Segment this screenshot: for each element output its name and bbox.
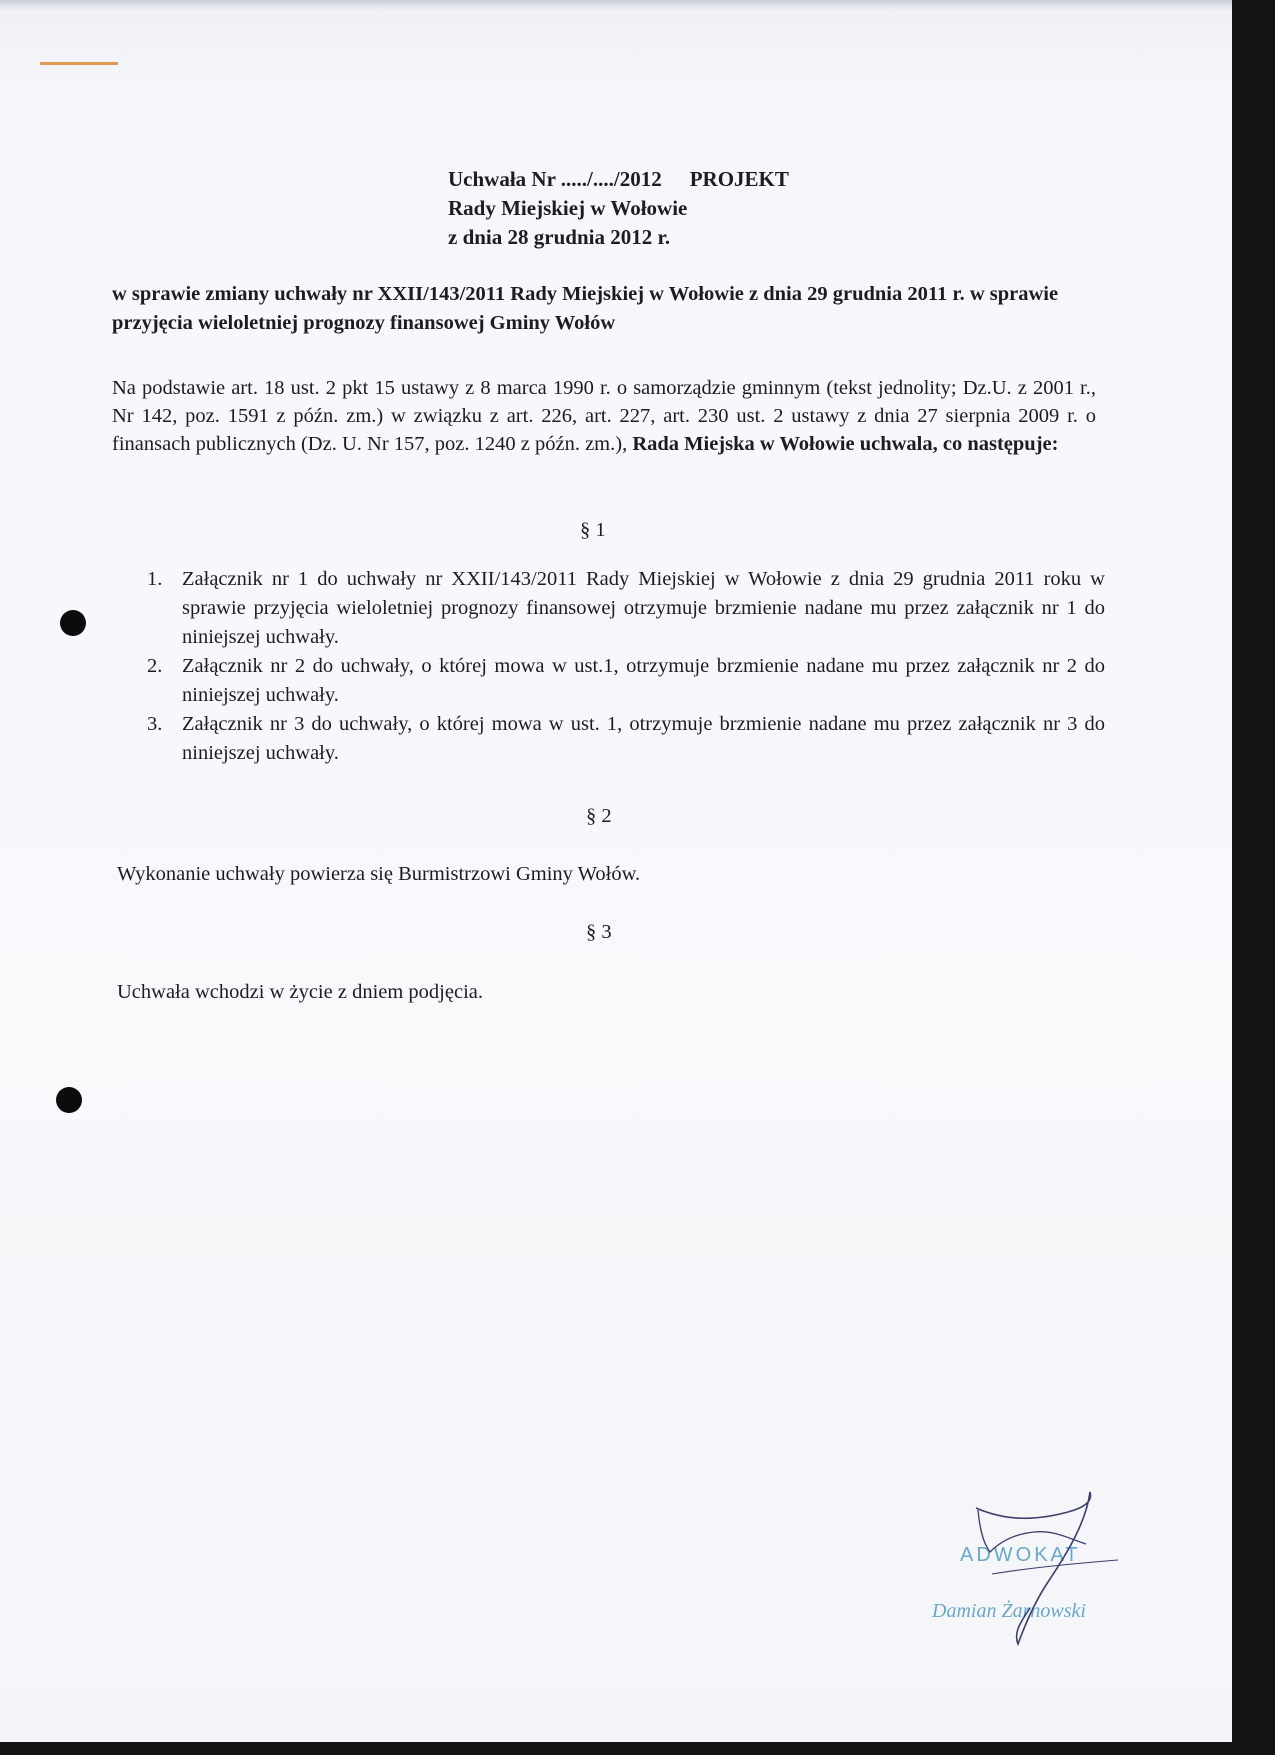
- resolution-number: Uchwała Nr ...../..../2012: [448, 167, 662, 191]
- section-3-text: Uchwała wchodzi w życie z dniem podjęcia.: [117, 981, 483, 1003]
- list-item-number: 1.: [147, 568, 163, 590]
- list-item: [147, 710, 1105, 768]
- resolution-header: [448, 165, 789, 252]
- punch-hole-bottom: [56, 1087, 82, 1113]
- scan-shadow: [0, 0, 1232, 10]
- marker-stroke: [40, 62, 118, 65]
- legal-basis-bold: Rada Miejska w Wołowie uchwala, co następuje:: [632, 433, 1059, 455]
- list-item-text: Załącznik nr 3 do uchwały, o której mowa w ust. 1, otrzymuje brzmienie nadane mu przez załącznik nr 3 do niniejszej uchwały.: [182, 713, 1105, 764]
- section-1-list: [147, 565, 1105, 768]
- punch-hole-top: [60, 610, 86, 636]
- resolution-date: z dnia 28 grudnia 2012 r.: [448, 225, 671, 249]
- stamp-name: Damian Żarnowski: [932, 1600, 1086, 1622]
- council-name: Rady Miejskiej w Wołowie: [448, 196, 688, 220]
- lawyer-stamp: [918, 1482, 1168, 1652]
- legal-basis-text: Na podstawie art. 18 ust. 2 pkt 15 ustawy z 8 marca 1990 r. o samorządzie gminnym (tekst jednolity; Dz.U. z 2001 r., Nr 142, poz. 1591 z późn. zm.) w związku z art. 226, art. 227, art. 230 ust. 2 ustawy z dnia 27 sierpnia 2009 r. o finansach publicznych (Dz. U. Nr 157, poz. 1240 z późn. zm.),: [112, 377, 1096, 455]
- resolution-subject: w sprawie zmiany uchwały nr XXII/143/2011 Rady Miejskiej w Wołowie z dnia 29 grudnia 2011 r. w sprawie przyjęcia wieloletniej prognozy finansowej Gminy Wołów: [112, 283, 1059, 334]
- section-3-heading: § 3: [586, 921, 612, 943]
- draft-label: PROJEKT: [689, 167, 789, 191]
- list-item-text: Załącznik nr 2 do uchwały, o której mowa w ust.1, otrzymuje brzmienie nadane mu przez załącznik nr 2 do niniejszej uchwały.: [182, 655, 1105, 706]
- list-item: [147, 565, 1105, 652]
- list-item-number: 3.: [147, 713, 163, 735]
- section-1-heading: § 1: [580, 519, 606, 541]
- stamp-title: ADWOKAT: [960, 1544, 1081, 1566]
- scan-border-bottom: [0, 1742, 1275, 1755]
- scan-border-right: [1232, 0, 1275, 1755]
- handwritten-signature: [918, 1482, 1168, 1652]
- legal-basis: [112, 374, 1096, 458]
- list-item-number: 2.: [147, 655, 163, 677]
- list-item-text: Załącznik nr 1 do uchwały nr XXII/143/2011 Rady Miejskiej w Wołowie z dnia 29 grudnia 2011 roku w sprawie przyjęcia wieloletniej prognozy finansowej otrzymuje brzmienie nadane mu przez załącznik nr 1 do niniejszej uchwały.: [182, 568, 1105, 648]
- section-2-text: Wykonanie uchwały powierza się Burmistrzowi Gminy Wołów.: [117, 863, 641, 885]
- section-2-heading: § 2: [586, 805, 612, 827]
- list-item: [147, 652, 1105, 710]
